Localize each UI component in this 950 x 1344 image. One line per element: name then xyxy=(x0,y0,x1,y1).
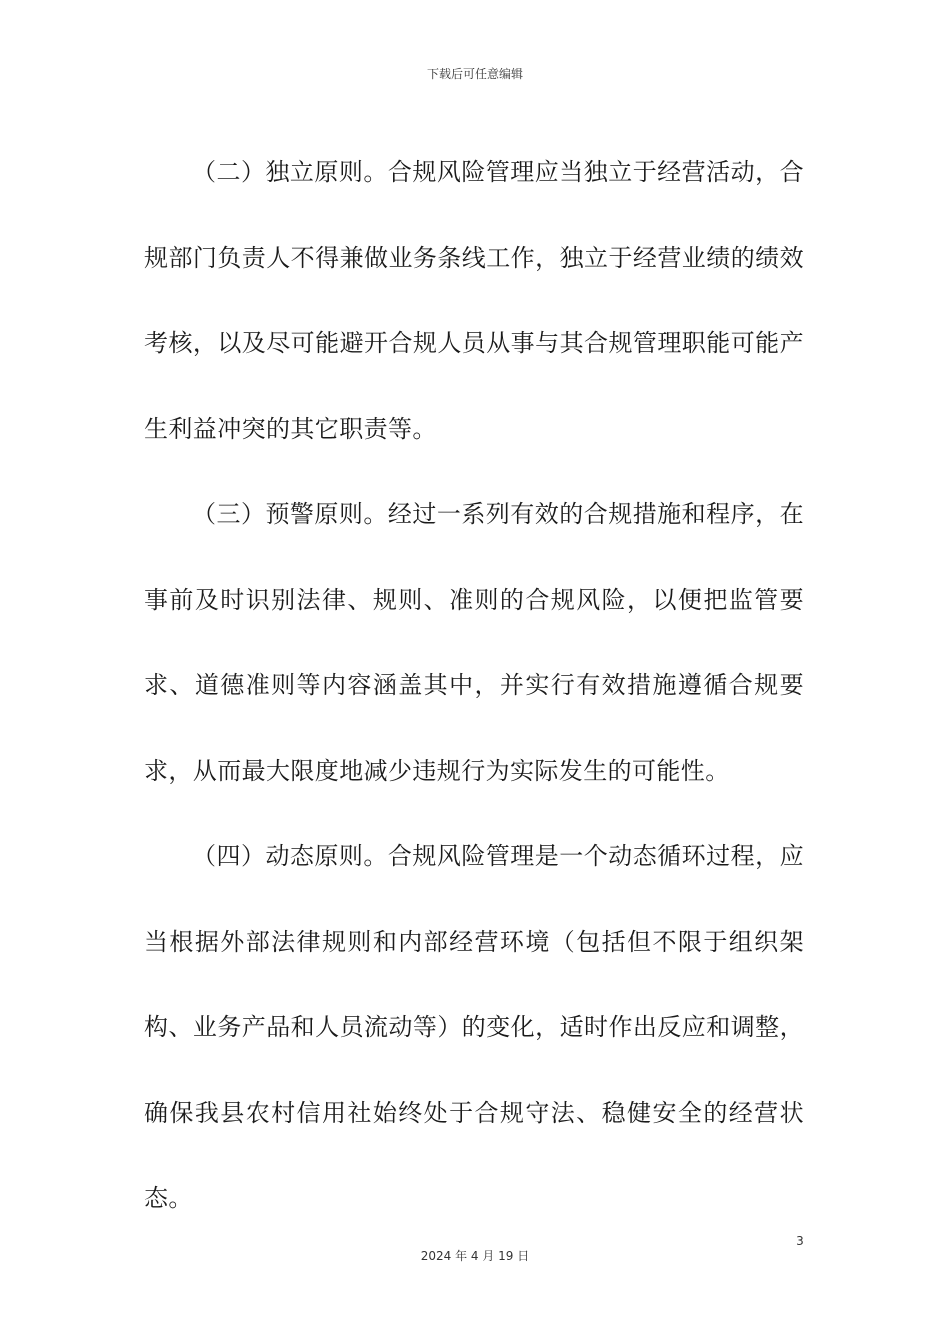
paragraph-dynamic-principle: （四）动态原则。合规风险管理是一个动态循环过程，应当根据外部法律规则和内部经营环境（包括但不限于组织架构、业务产品和人员流动等）的变化，适时作出反应和调整，确保我县农村信用社始终处于合规守法、稳健安全的经营状态。 xyxy=(144,842,804,1212)
paragraph-warning-principle: （三）预警原则。经过一系列有效的合规措施和程序，在事前及时识别法律、规则、准则的合规风险，以便把监管要求、道德准则等内容涵盖其中，并实行有效措施遵循合规要求，从而最大限度地减少违规行为实际发生的可能性。 xyxy=(144,500,804,785)
paragraph-independence-principle: （二）独立原则。合规风险管理应当独立于经营活动，合规部门负责人不得兼做业务条线工作，独立于经营业绩的绩效考核，以及尽可能避开合规人员从事与其合规管理职能可能产生利益冲突的其它职责等。 xyxy=(144,158,804,443)
page-number: 3 xyxy=(796,1234,804,1248)
document-body xyxy=(144,130,804,1242)
page-header: 下载后可任意编辑 xyxy=(426,67,523,81)
footer-date: 2024 年 4 月 19 日 xyxy=(420,1249,530,1263)
